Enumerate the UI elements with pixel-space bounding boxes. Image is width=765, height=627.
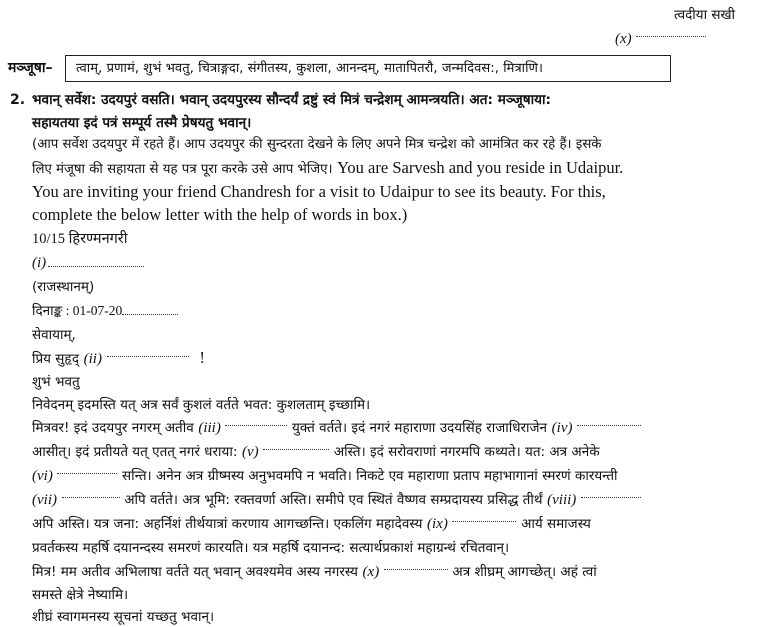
blank-label-iii: (iii): [198, 420, 221, 436]
blank-x-line[interactable]: [384, 557, 448, 570]
body-line-10: शीघ्रं स्वागमनस्य सूचनां यच्छतु भवान्।: [32, 609, 215, 625]
body-text: अपि वर्तते। अत्र भूमि: रक्तवर्णा अस्ति। समीपे एव स्थितं वैष्णव सम्प्रदायस्य प्रसिद्ध तीर्थं: [124, 492, 543, 508]
blank-ii-line[interactable]: [107, 344, 189, 357]
blessing: शुभं भवतु: [32, 374, 80, 390]
blank-viii-line[interactable]: [581, 485, 641, 498]
blank-i-line[interactable]: [48, 254, 144, 267]
word-box: [65, 55, 671, 82]
english-instruction-2: You are inviting your friend Chandresh for a visit to Udaipur to see its beauty. For this,: [32, 182, 606, 201]
greeting-suffix: !: [199, 351, 206, 367]
body-text: आसीत्। इदं प्रतीयते यत् एतत् नगरं धराया:: [32, 444, 238, 460]
body-text: सन्ति। अनेन अत्र ग्रीष्मस्य अनुभवमपि न भवति। निकटे एव महाराणा प्रताप महाभागानां स्मरणं कारयन्ती: [122, 468, 618, 484]
blank-label-iv: (iv): [551, 420, 573, 436]
blank-iv-line[interactable]: [577, 413, 641, 426]
body-text: अपि अस्ति। यत्र जना: अहर्निशं तीर्थयात्रां करणाय आगच्छन्ति। एकलिंग महादेवस्य: [32, 516, 423, 532]
body-text: आर्य समाजस्य: [521, 516, 591, 532]
blank-label-i: (i): [32, 255, 47, 271]
blank-ix-line[interactable]: [452, 509, 516, 522]
signature-label: त्वदीया सखी: [674, 7, 736, 23]
hindi-instruction-1: (आप सर्वेश उदयपुर में रहते हैं। आप उदयपुर की सुन्दरता देखने के लिए अपने मित्र चन्द्रेश को आमंत्रित कर रहे हैं। इसके: [32, 137, 602, 152]
body-line-2: [32, 418, 641, 438]
body-line-6: [32, 514, 591, 534]
body-line-7: प्रवर्तकस्य महर्षि दयानन्दस्य समरणं कारयति। यत्र महर्षि दयानन्द: सत्यार्थप्रकाशं महाग्रन्थं रचितवान्।: [32, 540, 510, 556]
date-row: [32, 301, 178, 321]
date-label: दिनाङ्क : 01-07-20: [32, 303, 123, 318]
question-line-2: सहायतया इदं पत्रं सम्पूर्य तस्मै प्रेषयतु भवान्।: [32, 115, 252, 131]
blank-label-v: (v): [241, 444, 259, 460]
salutation: सेवायाम्,: [32, 327, 76, 343]
blank-label-ii: (ii): [83, 351, 102, 367]
body-line-8: [32, 562, 597, 582]
hindi-instruction-2: [32, 158, 623, 180]
body-text: युक्तं वर्तते। इदं नगरं महाराणा उदयसिंह राजाधिराजेन: [292, 420, 548, 436]
word-box-label: मञ्जूषा–: [8, 60, 53, 76]
blank-label-vii: (vii): [32, 492, 57, 508]
body-text: अत्र शीघ्रम् आगच्छेत्। अहं त्वां: [452, 564, 597, 580]
body-line-3: [32, 442, 600, 462]
english-instruction-3: complete the below letter with the help of words in box.): [32, 205, 408, 224]
body-text: मित्रवर! इदं उदयपुर नगरम् अतीव: [32, 420, 194, 436]
body-line-9: समस्ते क्षेत्रे नेष्यामि।: [32, 587, 129, 603]
blank-line[interactable]: [636, 24, 706, 37]
blank-label-viii: (viii): [547, 492, 577, 508]
word-box-words: त्वाम्, प्रणामं, शुभं भवतु, चित्राङ्गदा, संगीतस्य, कुशला, आनन्दम्, मातापितरौ, जन्मदिवस:, मित्राणि।: [76, 61, 544, 76]
signature-blank[interactable]: [615, 29, 706, 49]
blank-vii-line[interactable]: [62, 485, 120, 498]
body-text: अस्ति। इदं सरोवराणां नगरमपि कथ्यते। यत: अत्र अनेके: [333, 444, 600, 460]
question-number: 2.: [10, 92, 26, 108]
blank-label-vi: (vi): [32, 468, 53, 484]
address-blank-row[interactable]: [32, 253, 144, 273]
body-text: मित्र! मम अतीव अभिलाषा वर्तते यत् भवान् अवश्यमेव अस्य नगरस्य: [32, 564, 358, 580]
english-instruction-1: You are Sarvesh and you reside in Udaipur.: [337, 158, 624, 177]
blank-label-x: (x): [615, 31, 632, 47]
address-line-3: (राजस्थानम्): [32, 279, 95, 295]
greeting-prefix: प्रिय सुहृद्: [32, 351, 80, 367]
address-line-1: 10/15 हिरण्मनगरी: [32, 231, 128, 247]
blank-label-x: (x): [362, 564, 380, 580]
body-line-4: [32, 466, 618, 486]
body-line-5: [32, 490, 641, 510]
blank-iii-line[interactable]: [225, 413, 287, 426]
question-line-1: भवान् सर्वेश: उदयपुरं वसति। भवान् उदयपुरस्य सौन्दर्यं द्रष्टुं स्वं मित्रं चन्द्रेशम् आमन्त्रयति। अत: मञ्जूषाया:: [32, 92, 551, 108]
blank-v-line[interactable]: [263, 437, 329, 450]
date-blank[interactable]: [122, 302, 178, 315]
blank-label-ix: (ix): [427, 516, 448, 532]
greeting-row: [32, 349, 205, 369]
hindi-instruction-2-dev: लिए मंजूषा की सहायता से यह पत्र पूरा करके उसे आप भेजिए।: [32, 162, 333, 177]
blank-vi-line[interactable]: [57, 461, 117, 474]
body-line-1: निवेदनम् इदमस्ति यत् अत्र सर्वं कुशलं वर्तते भवत: कुशलताम् इच्छामि।: [32, 397, 371, 413]
